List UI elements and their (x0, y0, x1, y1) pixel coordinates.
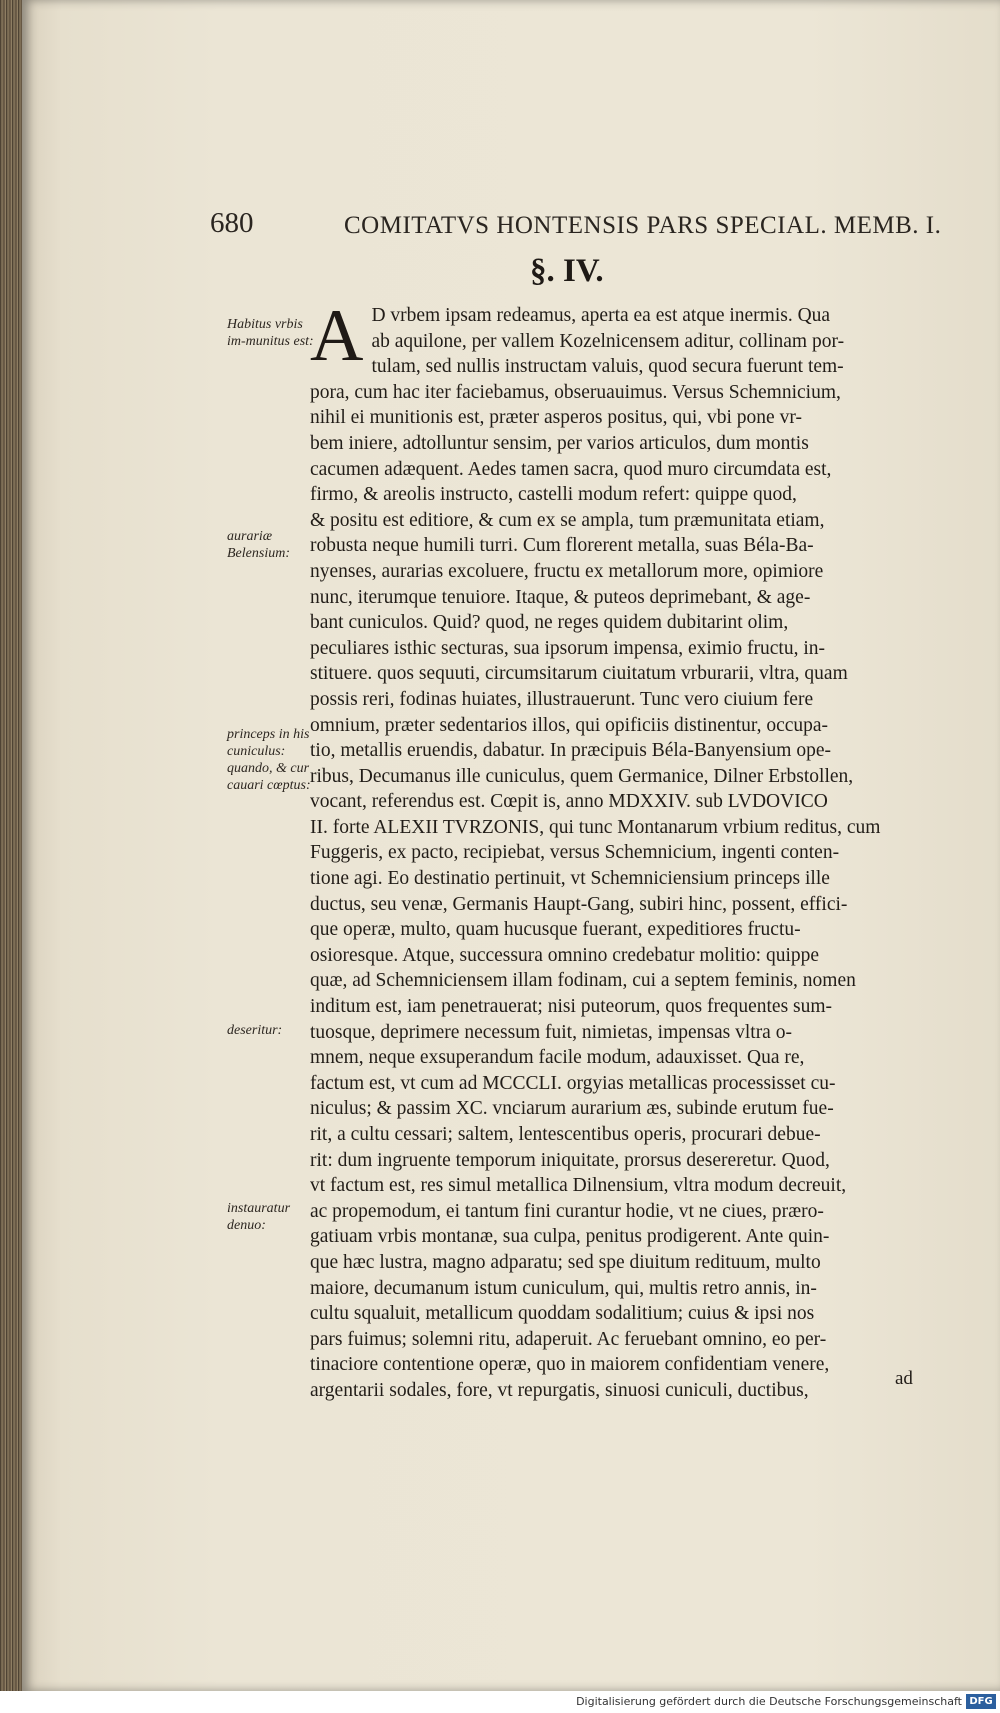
text-line: ribus, Decumanus ille cuniculus, quem Germanice, Dilner Erbstollen, (310, 765, 854, 787)
text-line: osioresque. Atque, successura omnino credebatur molitio: quippe (310, 944, 820, 966)
text-line: tulam, sed nullis instructam valuis, quod secura fuerunt tem- (371, 356, 844, 378)
text-line: & positu est editiore, & cum ex se ampla, tum præmunitata etiam, (310, 509, 825, 531)
margin-note: princeps in his cuniculus: quando, & cur cauari cœptus: (227, 727, 311, 793)
text-line: inditum est, iam penetrauerat; nisi puteorum, quos frequentes sum- (310, 996, 833, 1018)
body-lines (310, 295, 910, 1404)
drop-cap: A (310, 295, 364, 377)
text-line: que operæ, multo, quam hucusque fuerant, expeditiores fructu- (310, 919, 801, 941)
text-line: firmo, & areolis instructo, castelli modum refert: quippe quod, (310, 484, 797, 506)
text-line: pora, cum hac iter faciebamus, obseruauimus. Versus Schemnicium, (310, 381, 841, 403)
margin-note: instauratur denuo: (227, 1201, 291, 1233)
margin-note: aurariæ Belensium: (227, 529, 290, 561)
text-line: omnium, præter sedentarios illos, qui opificiis distinentur, occupa- (310, 714, 829, 736)
text-line: cacumen adæquent. Aedes tamen sacra, quod muro circumdata est, (310, 458, 832, 480)
text-line: bant cuniculos. Quid? quod, ne reges quidem dubitarint olim, (310, 612, 789, 634)
book-edge (0, 0, 22, 1713)
text-line: tinaciore contentione operæ, quo in maiorem confidentiam venere, (310, 1354, 830, 1376)
running-title: COMITATVS HONTENSIS PARS SPECIAL. MEMB. I. (344, 212, 942, 239)
margin-note: Habitus vrbis im-munitus est: (227, 317, 314, 349)
text-line: vt factum est, res simul metallica Dilnensium, vltra modum decreuit, (310, 1175, 847, 1197)
text-line: maiore, decumanum istum cuniculum, qui, multis retro annis, in- (310, 1277, 817, 1299)
text-line: bem iniere, adtolluntur sensim, per varios articulos, dum montis (310, 432, 809, 454)
text-line: quæ, ad Schemniciensem illam fodinam, cui a septem feminis, nomen (310, 970, 856, 992)
text-line: II. forte ALEXII TVRZONIS, qui tunc Montanarum vrbium reditus, cum (310, 816, 881, 838)
text-line: nyenses, aurarias excoluere, fructu ex metallorum more, opimiore (310, 560, 824, 582)
text-line: argentarii sodales, fore, vt repurgatis, sinuosi cuniculi, ductibus, (310, 1379, 809, 1401)
text-line: que hæc lustra, magno adparatu; sed spe diuitum redituum, multo (310, 1251, 821, 1273)
margin-note: deseritur: (227, 1023, 283, 1038)
digitization-credit: Digitalisierung gefördert durch die Deutsche Forschungsgemeinschaft (576, 1695, 962, 1708)
text-line: D vrbem ipsam redeamus, aperta ea est atque inermis. Qua (371, 305, 831, 326)
text-line: ac propemodum, ei tantum fini curantur hodie, vt ne ciues, præro- (310, 1200, 824, 1222)
text-line: tione agi. Eo destinatio pertinuit, vt Schemniciensium princeps ille (310, 868, 830, 890)
text-line: stituere. quos sequuti, circumsitarum ciuitatum vrburarii, vltra, quam (310, 663, 848, 685)
text-line: gatiuam vrbis montanæ, sua culpa, penitus prodigerent. Ante quin- (310, 1226, 830, 1248)
dfg-logo: DFG (966, 1694, 996, 1709)
page-number: 680 (210, 207, 254, 239)
section-heading: §. IV. (530, 253, 604, 289)
text-line: niculus; & passim XC. vnciarum aurarium æs, subinde erutum fue- (310, 1098, 834, 1120)
text-line: ab aquilone, per vallem Kozelnicensem aditur, collinam por- (371, 330, 845, 352)
text-line: rit, a cultu cessari; saltem, lentescentibus operis, procurari debue- (310, 1124, 821, 1145)
text-line: cultu squaluit, metallicum quoddam sodalitium; cuius & ipsi nos (310, 1303, 815, 1325)
body-text (310, 295, 910, 1404)
text-line: tuosque, deprimere necessum fuit, nimietas, impensas vltra o- (310, 1021, 792, 1043)
text-line: rit: dum ingruente temporum iniquitate, prorsus desereretur. Quod, (310, 1149, 830, 1171)
text-line: possis reri, fodinas huiates, illustrauerunt. Tunc vero ciuium fere (310, 688, 814, 710)
text-line: peculiares isthic secturas, sua ipsorum impensa, eximio fructu, in- (310, 637, 825, 659)
text-line: pars fuimus; solemni ritu, adaperuit. Ac feruebant omnino, eo per- (310, 1328, 827, 1350)
running-head (228, 212, 941, 240)
text-line: ductus, seu venæ, Germanis Haupt-Gang, subiri hinc, possent, effici- (310, 893, 848, 915)
text-line: vocant, referendus est. Cœpit is, anno MDXXIV. sub LVDOVICO (310, 791, 828, 813)
text-line: nihil ei munitionis est, præter asperos positus, qui, vbi pone vr- (310, 407, 802, 429)
catchword: ad (895, 1368, 913, 1389)
text-line: Fuggeris, ex pacto, recipiebat, versus Schemnicium, ingenti conten- (310, 842, 840, 864)
text-line: tio, metallis eruendis, dabatur. In præcipuis Béla-Banyensium ope- (310, 740, 831, 762)
text-line: factum est, vt cum ad MCCCLI. orgyias metallicas processisset cu- (310, 1072, 836, 1094)
text-line: mnem, neque exsuperandum facile modum, adauxisset. Qua re, (310, 1047, 805, 1069)
text-line: nunc, iterumque tenuiore. Itaque, & puteos deprimebant, & age- (310, 586, 811, 608)
text-line: robusta neque humili turri. Cum florerent metalla, suas Béla-Ba- (310, 535, 814, 557)
